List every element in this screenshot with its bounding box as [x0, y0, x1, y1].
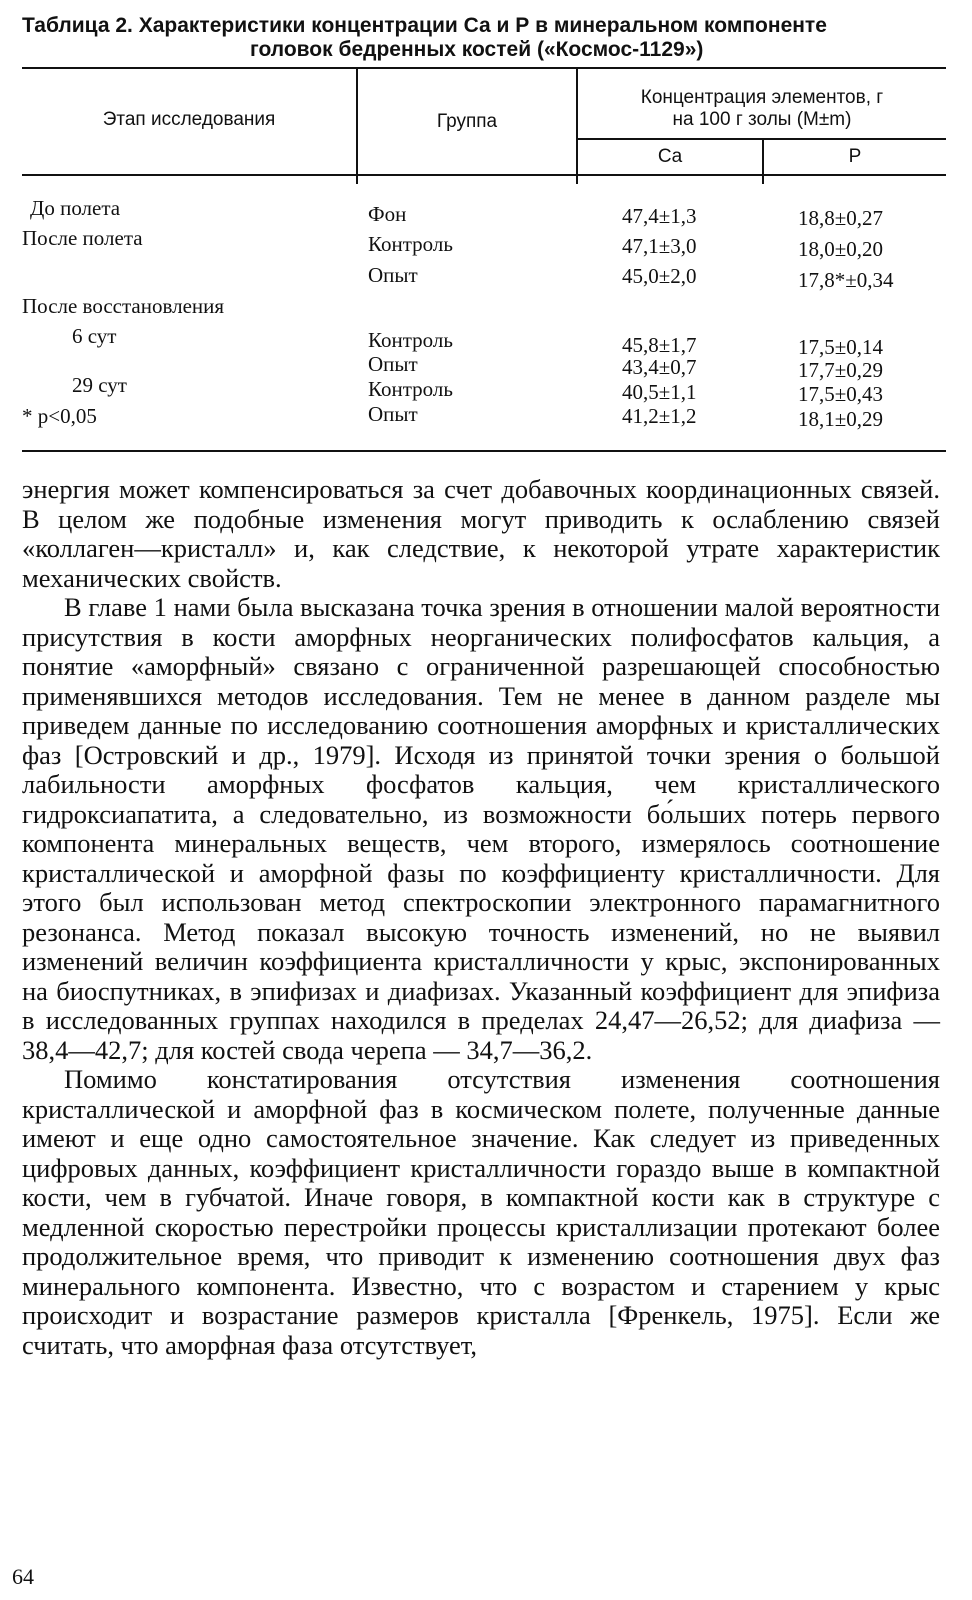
row-p: 17,8*±0,34 [798, 268, 894, 292]
row-group: Опыт [368, 352, 418, 376]
data-table [0, 0, 972, 470]
row-group: Контроль [368, 328, 453, 352]
row-ca: 45,8±1,7 [622, 333, 697, 357]
paragraph: Помимо констатирования отсутствия изменения соотношения кристаллической и аморфной фаз в космическом полете, полученные данные имеют и еще одно самостоятельное значение. Как следует из приведенных цифровых данных, коэффициент кристалличности гораздо выше в компактной кости, чем в губчатой. Иначе говоря, в компактной кости как в структуре с медленной скоростью перестройки процессы кристаллизации протекают более продолжительное время, что приводит к изменению соотношения двух фаз минерального компонента. Известно, что с возрастом и старением у крыс происходит и возрастание размеров кристалла [Френкель, 1975]. Если же считать, что аморфная фаза отсутствует, [22, 1064, 940, 1360]
row-ca: 43,4±0,7 [622, 355, 697, 379]
row-ca: 47,4±1,3 [622, 204, 697, 228]
header-concentration-line-1: Концентрация элементов, г [640, 87, 884, 108]
header-stage: Этап исследования [102, 109, 276, 130]
row-ca: 47,1±3,0 [622, 234, 697, 258]
body-text [22, 475, 940, 1360]
paragraph: В главе 1 нами была высказана точка зрения в отношении малой вероятности присутствия в кости аморфных неорганических полифосфатов кальция, а понятие «аморфный» связано с ограниченной разрешающей способностью применявшихся методов исследования. Тем не менее в данном разделе мы приведем данные по исследованию соотношения аморфных и кристаллических фаз [Островский и др., 1979]. Исходя из принятой точки зрения о большой лабильности аморфных фосфатов кальция, чем кристаллического гидроксиапатита, а следовательно, из возможности бо́льших потерь первого компонента минеральных веществ, чем второго, измерялось соотношение кристаллической и аморфной фазы по коэффициенту кристалличности. Для этого был использован метод спектроскопии электронного парамагнитного резонанса. Метод показал высокую точность изменений, но не выявил изменений величин коэффициента кристалличности у крыс, экспонированных на биоспутниках, в эпифизах и диафизах. Указанный коэффициент для эпифиза в исследованных группах находился в пределах 24,47—26,52; для диафиза — 38,4—42,7; для костей свода черепа — 34,7—36,2. [22, 592, 940, 1065]
table-footnote: * p<0,05 [22, 404, 97, 428]
header-group: Группа [436, 111, 498, 132]
row-p: 17,7±0,29 [798, 358, 884, 382]
row-p: 17,5±0,43 [798, 382, 884, 406]
row-group: Контроль [368, 377, 453, 401]
header-ca: Ca [657, 146, 683, 167]
header-p: P [848, 146, 862, 167]
page-number: 64 [12, 1564, 34, 1589]
row-stage: До полета [30, 196, 121, 220]
header-concentration-line-2: на 100 г золы (M±m) [672, 109, 852, 130]
row-ca: 40,5±1,1 [622, 380, 697, 404]
row-p: 18,1±0,29 [798, 407, 884, 431]
row-group: Фон [368, 202, 407, 226]
table-top-rule [22, 67, 946, 69]
table-header-bottom-rule [22, 174, 946, 176]
row-ca: 41,2±1,2 [622, 404, 697, 428]
table-bottom-rule [22, 450, 946, 452]
row-stage: После восстановления [22, 294, 225, 318]
row-group: Контроль [368, 232, 453, 256]
row-group: Опыт [368, 402, 418, 426]
row-p: 18,0±0,20 [798, 237, 884, 261]
row-stage: 6 сут [72, 324, 117, 348]
row-ca: 45,0±2,0 [622, 264, 697, 288]
row-stage: 29 сут [72, 373, 127, 397]
table-caption-line-1: Таблица 2. Характеристики концентрации Са и Р в минеральном компоненте [22, 14, 827, 37]
row-p: 18,8±0,27 [798, 206, 884, 230]
paragraph: энергия может компенсироваться за счет добавочных координационных связей. В целом же подобные изменения могут приводить к ослаблению связей «коллаген—кристалл» и, как следствие, к некоторой утрате характеристик механических свойств. [22, 474, 940, 593]
table-caption-line-2: головок бедренных костей («Космос-1129») [250, 38, 704, 61]
row-p: 17,5±0,14 [798, 335, 884, 359]
row-stage: После полета [22, 226, 143, 250]
row-group: Опыт [368, 263, 418, 287]
